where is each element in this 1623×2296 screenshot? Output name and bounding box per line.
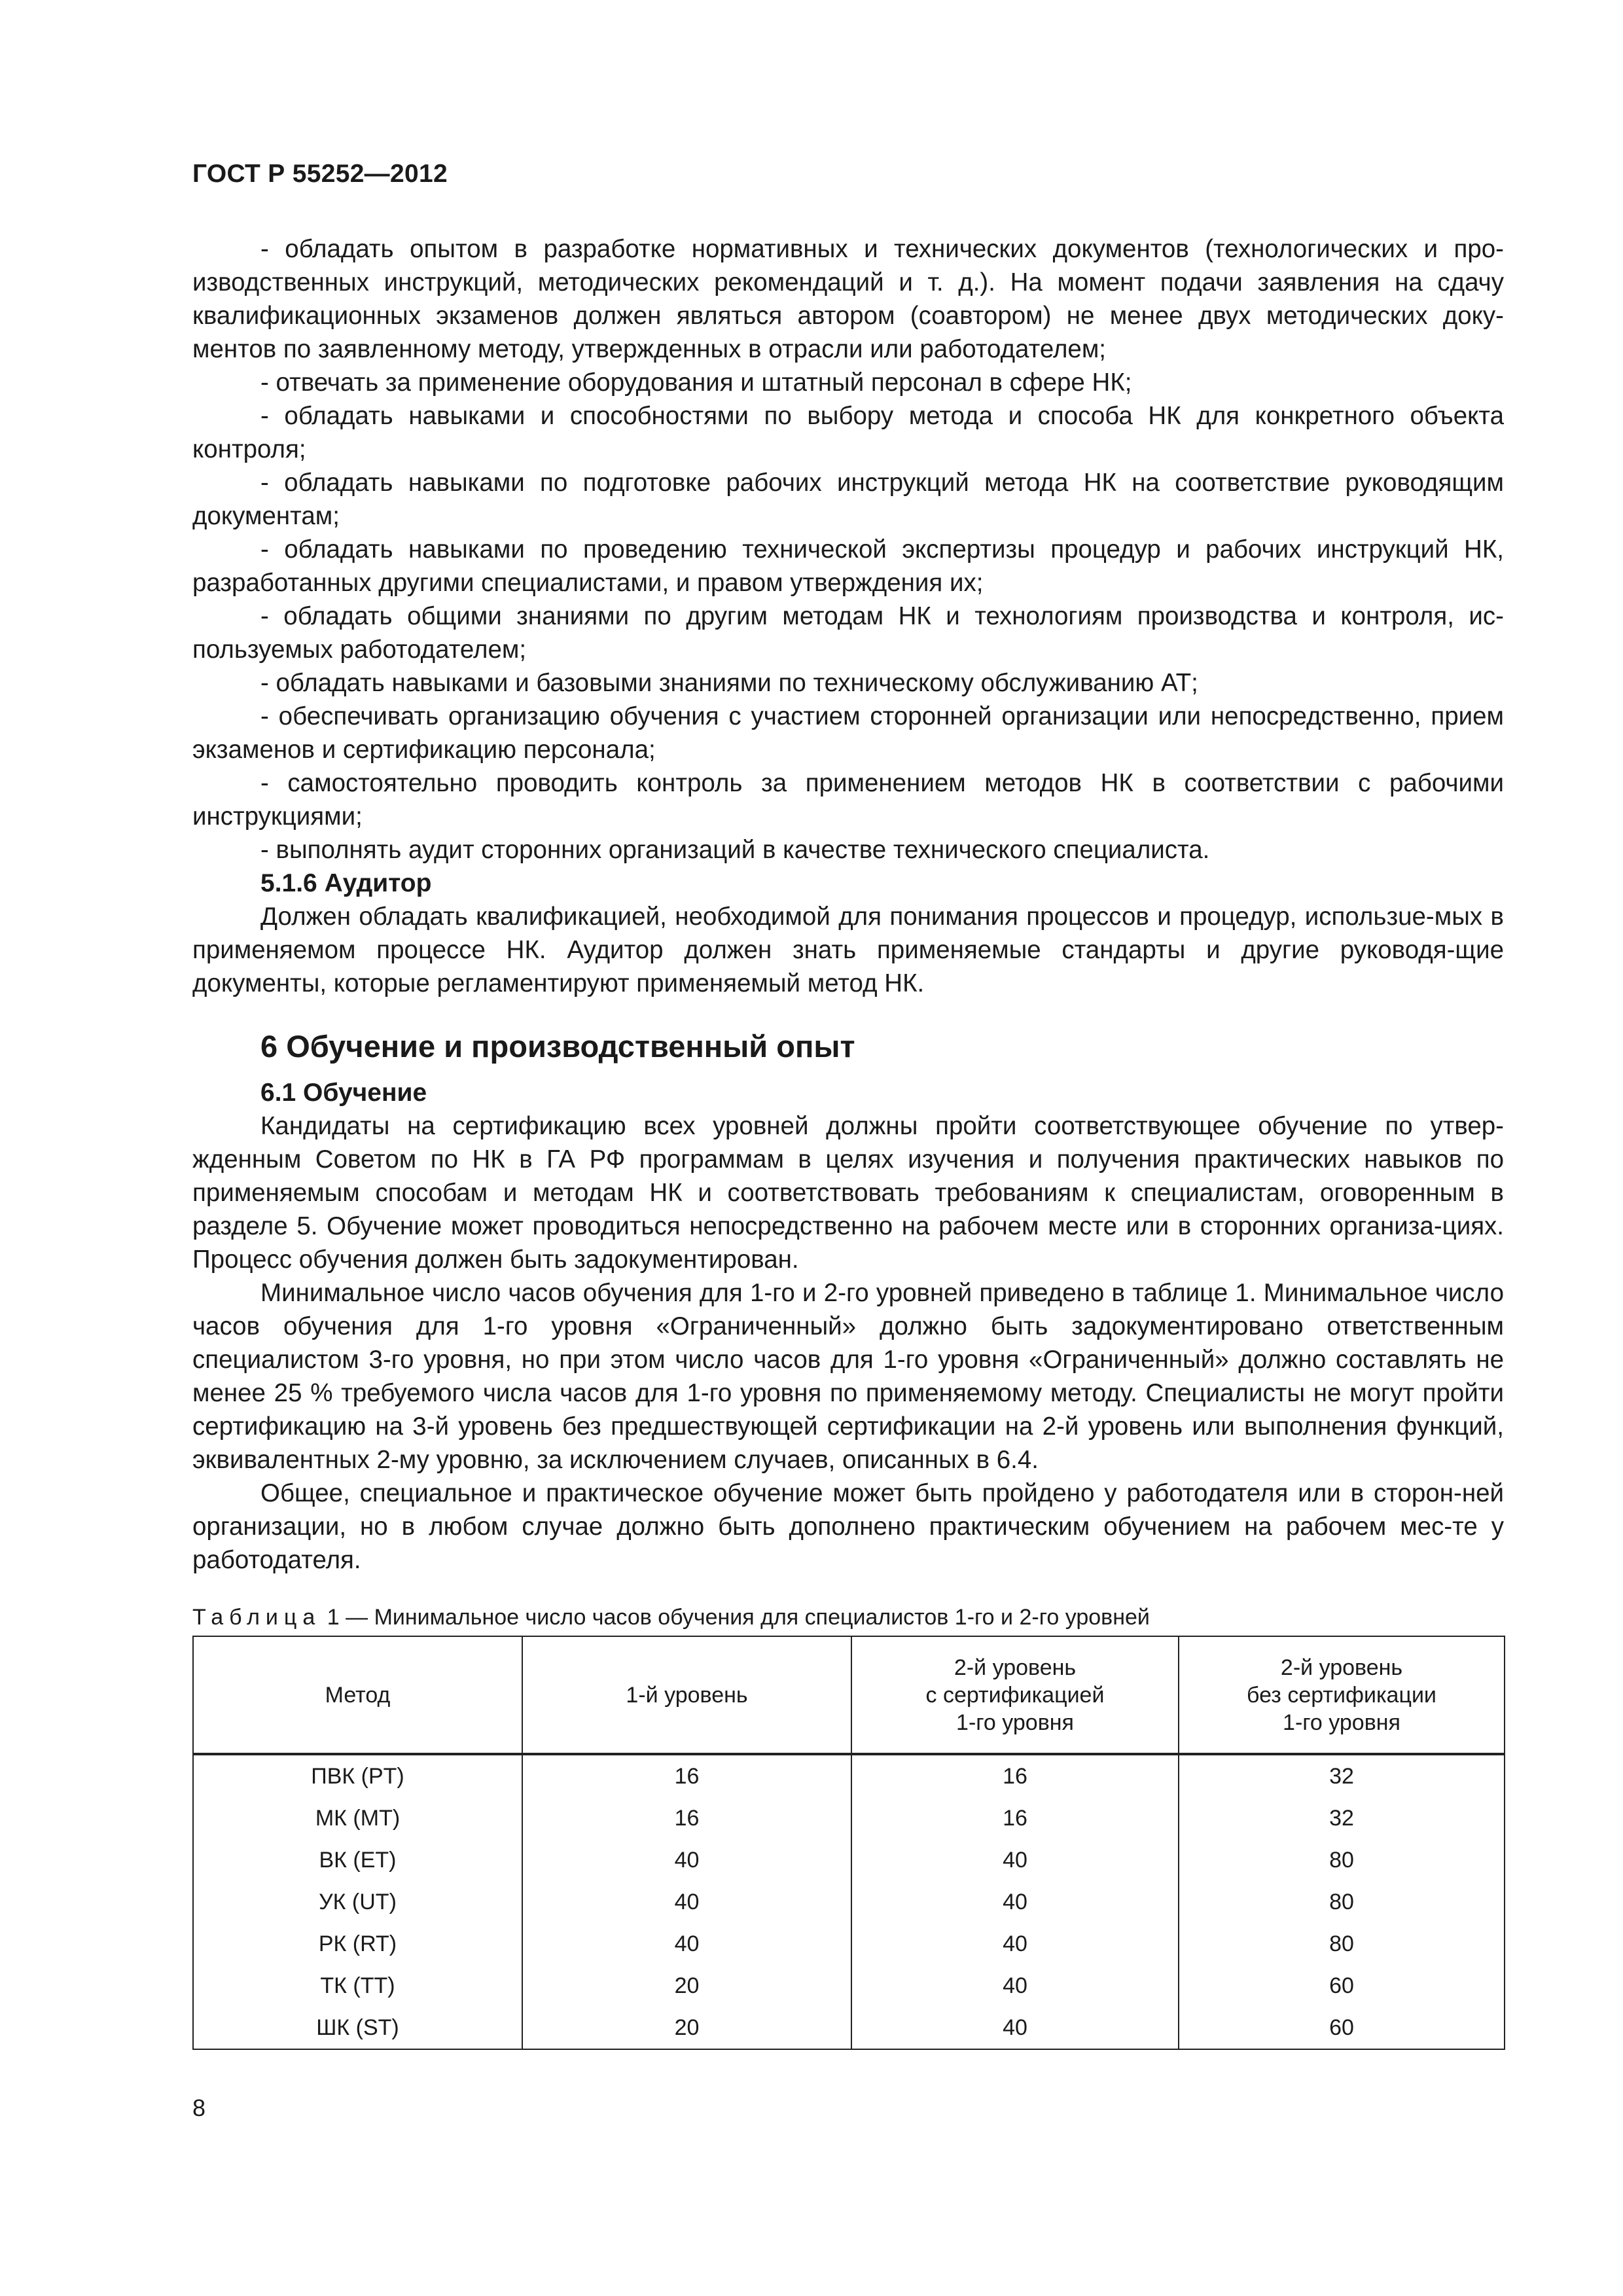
table-cell: 60 — [1179, 2007, 1505, 2049]
table-cell: 40 — [522, 1923, 851, 1965]
table-cell: 80 — [1179, 1923, 1505, 1965]
table-cell: МК (MT) — [193, 1797, 522, 1839]
table-cell: 40 — [851, 1839, 1179, 1881]
column-header-level-2-with-cert: 2-й уровень с сертификацией 1-го уровня — [851, 1636, 1179, 1754]
table-cell: 60 — [1179, 1965, 1505, 2007]
table-cell: ВК (ET) — [193, 1839, 522, 1881]
table-cell: 40 — [851, 1923, 1179, 1965]
table-cell: 16 — [522, 1797, 851, 1839]
table-cell: 40 — [851, 1965, 1179, 2007]
paragraph: - отвечать за применение оборудования и штатный персонал в сфере НК; — [260, 368, 1132, 397]
paragraph: - обладать навыками и способностями по выбору метода и способа НК для конкретного объекта контроля; — [192, 402, 1504, 463]
table-caption-label: Таблица — [192, 1605, 321, 1630]
table-row — [193, 1881, 1505, 1923]
paragraph: - обладать навыками по подготовке рабочих инструкций метода НК на соответствие руководящим документам; — [192, 469, 1504, 530]
page-number: 8 — [192, 2094, 206, 2121]
table-cell: 20 — [522, 2007, 851, 2049]
table-cell: УК (UT) — [193, 1881, 522, 1923]
table-cell: 20 — [522, 1965, 851, 2007]
subsection-heading-6-1: 6.1 Обучение — [260, 1079, 427, 1107]
paragraph: - обладать навыками и базовыми знаниями по техническому обслуживанию АТ; — [260, 669, 1198, 697]
table-cell: 40 — [522, 1881, 851, 1923]
table-row — [193, 1923, 1505, 1965]
column-header-level-1: 1-й уровень — [522, 1636, 851, 1754]
table-cell: 16 — [522, 1754, 851, 1797]
table-cell: 40 — [851, 1881, 1179, 1923]
subsection-heading-5-1-6: 5.1.6 Аудитор — [260, 869, 432, 897]
page-content — [192, 232, 1504, 2050]
table-cell: 80 — [1179, 1839, 1505, 1881]
table-cell: 16 — [851, 1754, 1179, 1797]
table-caption-text: 1 — Минимальное число часов обучения для специалистов 1-го и 2-го уровней — [327, 1605, 1150, 1630]
table-header-row — [193, 1636, 1505, 1754]
paragraph: - обладать общими знаниями по другим методам НК и технологиям производства и контроля, ис-пользуемых работодателем; — [192, 602, 1504, 664]
table-row — [193, 1754, 1505, 1797]
column-header-method: Метод — [193, 1636, 522, 1754]
paragraph: - обладать опытом в разработке нормативных и технических документов (технологических и про-изводственных инструкций, методических рекомендаций и т. д.). На момент подачи заявления на сдачу квалификационных экзаменов должен являться автором (соавтором) не менее двух методических доку-ментов по заявленному методу, утвержденных в отрасли или работодателем; — [192, 235, 1504, 363]
paragraph: Общее, специальное и практическое обучение может быть пройдено у работодателя или в сторон-ней организации, но в любом случае должно быть дополнено практическим обучением на рабочем мес-те у работодателя. — [192, 1479, 1504, 1574]
paragraph: - обладать навыками по проведению технической экспертизы процедур и рабочих инструкций НК, разработанных другими специалистами, и правом утверждения их; — [192, 535, 1504, 597]
table-cell: РК (RT) — [193, 1923, 522, 1965]
table-row — [193, 2007, 1505, 2049]
table-cell: 16 — [851, 1797, 1179, 1839]
column-header-level-2-without-cert: 2-й уровень без сертификации 1-го уровня — [1179, 1636, 1505, 1754]
table-cell: ТК (TT) — [193, 1965, 522, 2007]
table-row — [193, 1797, 1505, 1839]
paragraph: - выполнять аудит сторонних организаций в качестве технического специалиста. — [260, 836, 1210, 864]
table-cell: 40 — [851, 2007, 1179, 2049]
paragraph: Должен обладать квалификацией, необходимой для понимания процессов и процедур, использue-мых в применяемом процессе НК. Аудитор должен знать применяемые стандарты и другие руководя-щие документы, которые регламентируют применяемый метод НК. — [192, 903, 1504, 997]
table-row — [193, 1839, 1505, 1881]
paragraph: - самостоятельно проводить контроль за применением методов НК в соответствии с рабочими инструкциями; — [192, 769, 1504, 831]
table-cell: 32 — [1179, 1797, 1505, 1839]
table-cell: 32 — [1179, 1754, 1505, 1797]
training-hours-table — [192, 1636, 1505, 2050]
paragraph: - обеспечивать организацию обучения с участием сторонней организации или непосредственно, прием экзаменов и сертификацию персонала; — [192, 702, 1504, 764]
paragraph: Кандидаты на сертификацию всех уровней должны пройти соответствующее обучение по утвер-жденным Советом по НК в ГА РФ программам в целях изучения и получения практических навыков по применяемым способам и методам НК и соответствовать требованиям к специалистам, оговоренным в разделе 5. Обучение может проводиться непосредственно на рабочем месте или в сторонних организа-циях. Процесс обучения должен быть задокументирован. — [192, 1112, 1504, 1274]
table-cell: ШК (ST) — [193, 2007, 522, 2049]
table-cell: 40 — [522, 1839, 851, 1881]
section-heading-6: 6 Обучение и производственный опыт — [260, 1029, 855, 1064]
paragraph: Минимальное число часов обучения для 1-го и 2-го уровней приведено в таблице 1. Минимальное число часов обучения для 1-го уровня «Ограниченный» должно быть задокументировано ответственным специалистом 3-го уровня, но при этом число часов для 1-го уровня «Ограниченный» должно составлять не менее 25 % требуемого числа часов для 1-го уровня по применяемому методу. Специалисты не могут пройти сертификацию на 3-й уровень без предшествующей сертификации на 2-й уровень или выполнения функций, эквивалентных 2-му уровню, за исключением случаев, описанных в 6.4. — [192, 1279, 1504, 1474]
table-cell: 80 — [1179, 1881, 1505, 1923]
table-cell: ПВК (PT) — [193, 1754, 522, 1797]
table-row — [193, 1965, 1505, 2007]
document-header: ГОСТ Р 55252—2012 — [192, 160, 448, 188]
table-caption — [192, 1603, 1504, 1632]
